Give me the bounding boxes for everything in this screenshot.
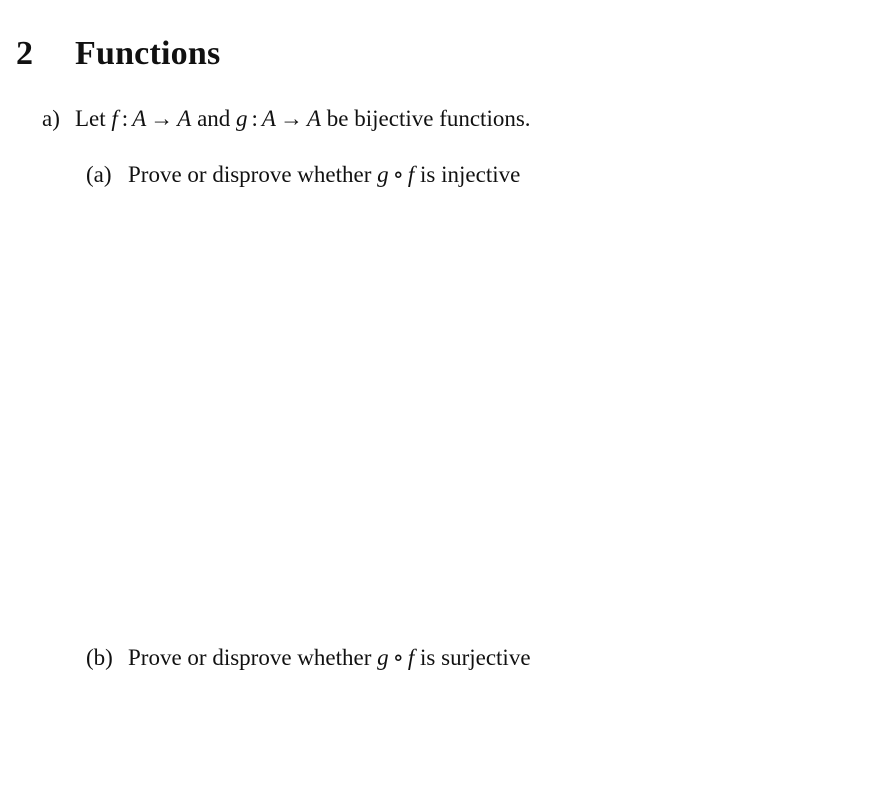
arrow-g: → xyxy=(279,106,303,131)
answer-space-a xyxy=(86,200,806,630)
problem-text-after: be bijective functions. xyxy=(321,106,531,131)
subpart-b-g: g xyxy=(377,645,389,670)
arrow-f: → xyxy=(150,106,174,131)
section-title: Functions xyxy=(75,35,221,72)
problem-label: a) xyxy=(42,106,60,131)
subpart-b-suffix: is surjective xyxy=(414,645,531,670)
section-heading xyxy=(16,35,220,73)
domain-a: A xyxy=(132,106,147,131)
section-number: 2 xyxy=(16,35,34,72)
subpart-b-label: (b) xyxy=(86,645,113,670)
g-codomain-a: A xyxy=(306,106,322,131)
connector-text: and xyxy=(191,106,237,131)
problem-text-before: Let xyxy=(75,106,112,131)
function-f: f xyxy=(111,106,118,131)
subpart-b-compose: ∘ xyxy=(392,645,404,670)
function-g: g xyxy=(236,106,248,131)
subpart-b xyxy=(86,644,531,672)
subpart-a-label: (a) xyxy=(86,162,112,187)
colon-f: : xyxy=(121,106,129,131)
answer-space-b xyxy=(86,684,806,794)
subpart-a xyxy=(86,161,520,189)
subpart-a-g: g xyxy=(377,162,389,187)
subpart-a-compose: ∘ xyxy=(392,162,404,187)
subpart-a-prefix: Prove or disprove whether xyxy=(128,162,378,187)
subpart-a-suffix: is injective xyxy=(414,162,521,187)
codomain-a: A xyxy=(177,106,192,131)
subpart-b-f: f xyxy=(407,645,415,670)
colon-g: : xyxy=(251,106,258,131)
g-domain-a: A xyxy=(261,106,276,131)
problem-statement xyxy=(42,105,531,133)
subpart-b-prefix: Prove or disprove whether xyxy=(128,645,378,670)
subpart-a-f: f xyxy=(407,162,415,187)
